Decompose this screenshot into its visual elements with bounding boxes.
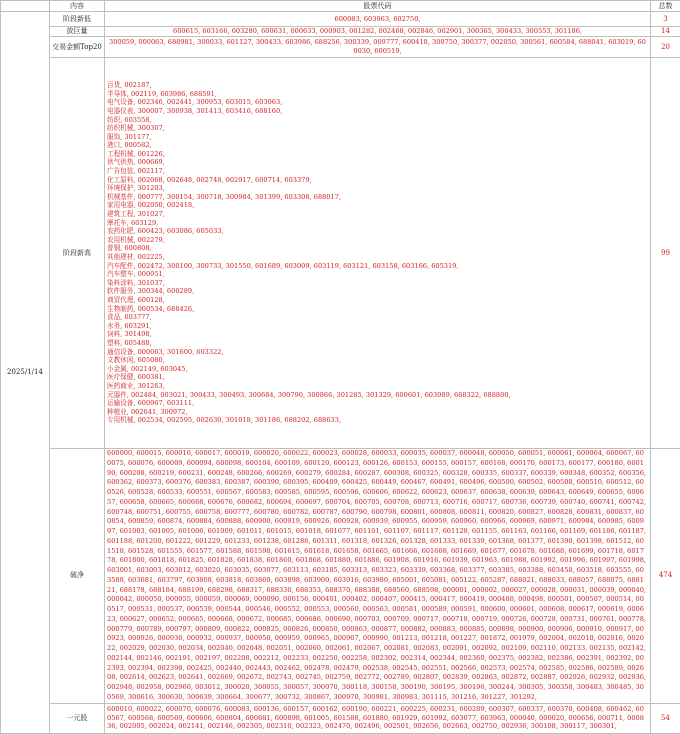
- row-turnover-top20: [1, 37, 680, 58]
- date-cell: 2025/1/14: [1, 12, 50, 734]
- industry-item: 电器仪表, 300007, 300938, 301413, 603416, 688160,: [107, 107, 648, 116]
- industry-item: 农药化肥, 600423, 603086, 605033,: [107, 227, 648, 236]
- industry-item: 商贸代理, 600128,: [107, 296, 648, 305]
- row-total: 3: [651, 12, 680, 27]
- industry-item: 食品, 603777,: [107, 313, 648, 322]
- industry-item: 医疗保健, 600381,: [107, 373, 648, 382]
- row-label: 破净: [50, 449, 105, 704]
- industry-item: 供气供热, 000669,: [107, 158, 648, 167]
- row-label: 放巨量: [50, 27, 105, 37]
- industry-item: 服饰, 301177,: [107, 133, 648, 142]
- row-total: 474: [651, 449, 680, 704]
- industry-item: 其他建材, 002225,: [107, 253, 648, 262]
- row-label: 交易金额Top20: [50, 37, 105, 58]
- row-label: 一元股: [50, 703, 105, 733]
- row-huge-volume: [1, 27, 680, 37]
- industry-item: 纺织, 603558,: [107, 116, 648, 125]
- industry-item: 广告包装, 002117,: [107, 167, 648, 176]
- row-label: 阶段新低: [50, 12, 105, 27]
- industry-item: 元器件, 002484, 003021, 300433, 300493, 300684, 300790, 300866, 301285, 301329, 600601, 603989, 688322, 688800,: [107, 391, 648, 400]
- industry-item: 饲料, 301498,: [107, 330, 648, 339]
- stock-codes: 600615, 603166, 603280, 600631, 000633, 000903, 001282, 002468, 002846, 002901, 300365, 300433, 300553, 301186,: [105, 27, 651, 37]
- industry-item: 纺织机械, 300307,: [107, 124, 648, 133]
- industry-item: 通信设备, 000063, 301600, 603322,: [107, 348, 648, 357]
- row-label: 阶段新高: [50, 58, 105, 449]
- industry-item: 半导体, 002119, 603986, 688591,: [107, 90, 648, 99]
- industry-item: 软件服务, 300344, 600289,: [107, 287, 648, 296]
- row-below-book: [1, 449, 680, 704]
- industry-item: 染料涂料, 301037,: [107, 279, 648, 288]
- industry-item: 塑料, 605488,: [107, 339, 648, 348]
- industry-item: 医药商业, 301263,: [107, 382, 648, 391]
- industry-item: 种植业, 002041, 300972,: [107, 408, 648, 417]
- industry-item: 文教休闲, 605080,: [107, 356, 648, 365]
- industry-item: 建筑工程, 301027,: [107, 210, 648, 219]
- header-codes: 股票代码: [105, 1, 651, 12]
- industry-item: 汽车配件, 002472, 300100, 300733, 301550, 601689, 603009, 603119, 603121, 603158, 603166, 605319,: [107, 262, 648, 271]
- industry-item: 化工原料, 002068, 002648, 002748, 002917, 600714, 603379,: [107, 176, 648, 185]
- stock-codes: 300059, 000063, 688981, 300033, 601127, 300433, 603986, 688256, 300339, 009777, 600418, 300750, 300377, 002050, 300561, 600584, 688041, 603019, 600030, 600519,: [105, 37, 651, 58]
- header-row: [1, 1, 680, 12]
- row-total: 99: [651, 58, 680, 449]
- header-content: 内容: [50, 1, 105, 12]
- header-date: [1, 1, 50, 12]
- industry-item: 生物制药, 000534, 688426,: [107, 305, 648, 314]
- industry-list: [105, 58, 651, 449]
- industry-item: 电气设备, 002346, 002441, 300953, 603015, 603063,: [107, 98, 648, 107]
- row-stage-low: [1, 12, 680, 27]
- stock-codes: 600010, 600022, 600070, 600076, 600083, 600136, 600157, 600162, 600190, 600221, 600225, 600231, 600289, 600307, 600337, 600370, 600408, 600462, 600567, 600568, 600569, 600606, 600804, 600881, 600898, 601005, 601588, 601880, 601929, 601992, 603077, 603963, 000040, 000020, 000656, 000711, 000836, 002005, 002024, 002141, 002146, 002305, 002310, 002323, 002470, 002496, 002501, 002656, 002663, 002750, 002936, 300108, 300117, 300301,: [105, 703, 651, 733]
- industry-item: 摩托车, 603129,: [107, 219, 648, 228]
- industry-item: 专用机械, 002534, 002595, 002630, 301018, 301186, 688202, 688633,: [107, 416, 648, 425]
- industry-item: 农用机械, 002279,: [107, 236, 648, 245]
- industry-item: 水务, 603291,: [107, 322, 648, 331]
- row-total: 14: [651, 27, 680, 37]
- industry-item: 机械基件, 000777, 300154, 300718, 300984, 301399, 603308, 688017,: [107, 193, 648, 202]
- header-total: 总数: [651, 1, 680, 12]
- industry-item: 小金属, 002149, 603045,: [107, 365, 648, 374]
- stock-codes: 600000, 600015, 600016, 600017, 600019, 600020, 600022, 600023, 600028, 600033, 600035, 600037, 600048, 600050, 600051, 600061, 600064, 600067, 600075, 600076, 600089, 600094, 600098, 600104, 600109, 600120, 600123, 600126, 600153, 600155, 600157, 600168, 600170, 600173, 600177, 600180, 600190, 600208, 600219, 600231, 600248, 600266, 600269, 600279, 600284, 600287, 600308, 600325, 600328, 600335, 600337, 600339, 600348, 600352, 600356, 600362, 600373, 600376, 600383, 600387, 600390, 600395, 600409, 600425, 600449, 600467, 600491, 600496, 600500, 600502, 600508, 600510, 600512, 600526, 600528, 600533, 600551, 600567, 600583, 600585, 600595, 600596, 600606, 600622, 600623, 600637, 600638, 600639, 600643, 600649, 600655, 600657, 600658, 600665, 600668, 600676, 600682, 600694, 600697, 600704, 600705, 600708, 600713, 600716, 600717, 600736, 600739, 600740, 600741, 600742, 600748, 600751, 600755, 600758, 600777, 600780, 600782, 600787, 600790, 600798, 600801, 600808, 600811, 600820, 600827, 600828, 600831, 600837, 600854, 600859, 600874, 600884, 600888, 600900, 600919, 600926, 600928, 600939, 600955, 600959, 600960, 600966, 600969, 600971, 600984, 600985, 600997, 601003, 601005, 601006, 601009, 601011, 601015, 601018, 601077, 601101, 601107, 601117, 601128, 601155, 601163, 601166, 601169, 601186, 601187, 601188, 601200, 601222, 601229, 601233, 601238, 601288, 601311, 601318, 601326, 601328, 601333, 601339, 601368, 601377, 601390, 601398, 601512, 601518, 601528, 601555, 601577, 601588, 601598, 601615, 601618, 601658, 601665, 601666, 601668, 601669, 601677, 601678, 601688, 601699, 601718, 601778, 601800, 601818, 601825, 601828, 601838, 601860, 601868, 601880, 601886, 601908, 601916, 601939, 601963, 601988, 601992, 601996, 601997, 601998, 603001, 603003, 603012, 603020, 603035, 603077, 603113, 603185, 603313, 603323, 603339, 603368, 603377, 603385, 603388, 603458, 603518, 603555, 603588, 603681, 603797, 603808, 603818, 603869, 603898, 603900, 603916, 603980, 605001, 605081, 605122, 605287, 688021, 688033, 688057, 688075, 688121, 688178, 688184, 688199, 688298, 688317, 688330, 688353, 688370, 688388, 688560, 688598, 000001, 000002, 000027, 000028, 000031, 000039, 000040, 000042, 000050, 000055, 000059, 000069, 000090, 000156, 000401, 000402, 000407, 000415, 000417, 000419, 000488, 000498, 000501, 000507, 000514, 000517, 000531, 000537, 000539, 000544, 000546, 000552, 000553, 000560, 000563, 000581, 000589, 000591, 000600, 000601, 000608, 000617, 000619, 000623, 000627, 000652, 000665, 000668, 000672, 000685, 000686, 000690, 000703, 000709, 000717, 000718, 000719, 000726, 000728, 000731, 000761, 000778, 000779, 000789, 000797, 000809, 000822, 000825, 000826, 000850, 000863, 000877, 000882, 000883, 000885, 000898, 000900, 000906, 000910, 000917, 000923, 000926, 000930, 000932, 000937, 000950, 000959, 000965, 000967, 000990, 001213, 001218, 001227, 001872, 001979, 002004, 002010, 002016, 002022, 002029, 002030, 002034, 002040, 002048, 002051, 002060, 002061, 002067, 002081, 002083, 002091, 002092, 002109, 002110, 002133, 002135, 002142, 002144, 002146, 002191, 002197, 002208, 002212, 002233, 002250, 002258, 002302, 002314, 002344, 002360, 002375, 002382, 002386, 002391, 002392, 002393, 002394, 002398, 002425, 002440, 002443, 002462, 002478, 002479, 002538, 002545, 002551, 002566, 002573, 002574, 002585, 002586, 002589, 002608, 002614, 002623, 002641, 002669, 002672, 002743, 002745, 002759, 002772, 002789, 002807, 002839, 002863, 002872, 002887, 002926, 002932, 002936, 002948, 002958, 002966, 003012, 300020, 300055, 300057, 300070, 300118, 300158, 300190, 300195, 300196, 300244, 300305, 300358, 300483, 300485, 300569, 300616, 300630, 300639, 300664, 300677, 300732, 300867, 300970, 300981, 300983, 301115, 301216, 301227, 301292,: [105, 449, 651, 704]
- industry-item: 运输设备, 600967, 603111,: [107, 399, 648, 408]
- stock-codes: 600083, 603963, 602750,: [105, 12, 651, 27]
- industry-item: 汽车整车, 000951,: [107, 270, 648, 279]
- row-total: 20: [651, 37, 680, 58]
- industry-item: 百货, 002187,: [107, 81, 648, 90]
- row-penny-stock: [1, 703, 680, 733]
- industry-item: 工程机械, 001226,: [107, 150, 648, 159]
- row-total: 54: [651, 703, 680, 733]
- industry-item: 家用电器, 002050, 002418,: [107, 201, 648, 210]
- industry-item: 环境保护, 301203,: [107, 184, 648, 193]
- row-stage-high: [1, 58, 680, 449]
- industry-item: 港口, 000582,: [107, 141, 648, 150]
- industry-item: 普钢, 600808,: [107, 244, 648, 253]
